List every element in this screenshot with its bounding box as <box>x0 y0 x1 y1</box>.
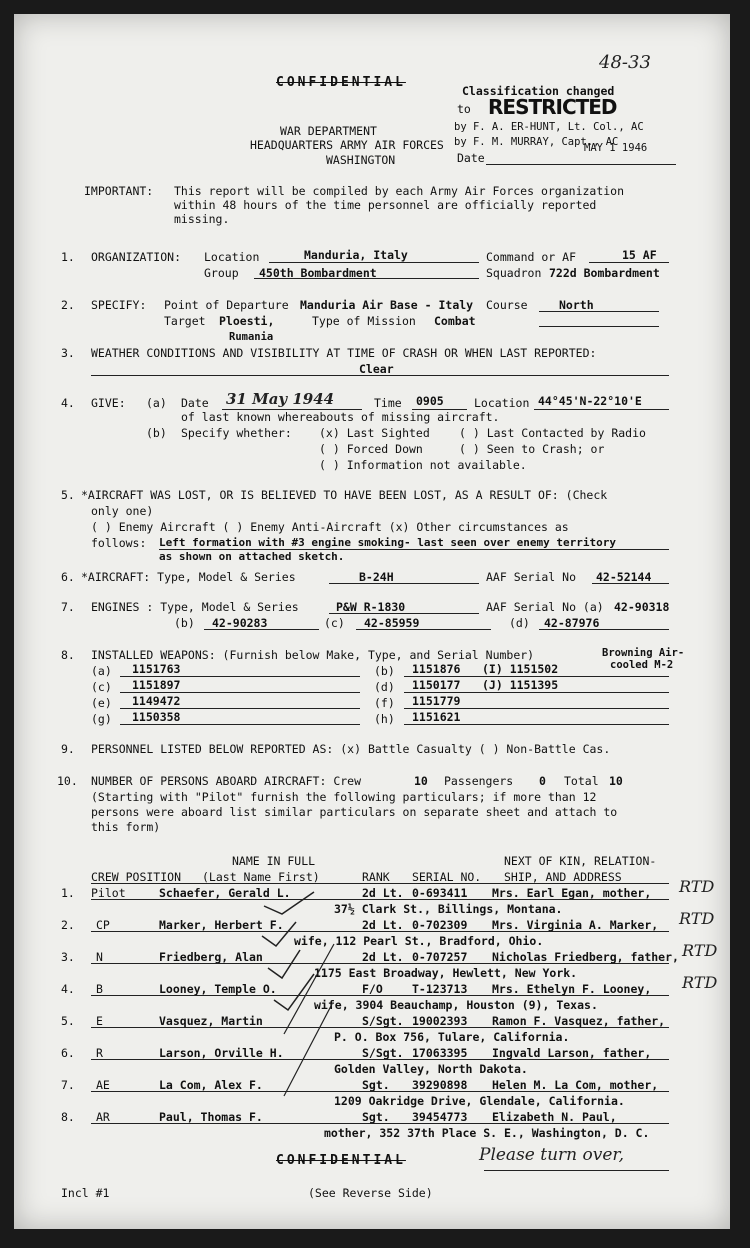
crew-header-rank: RANK <box>362 870 390 884</box>
crew-note: RTD <box>682 941 718 960</box>
crew-number: 3. <box>61 950 75 964</box>
course-label: Course <box>486 298 528 312</box>
location-label-4: Location <box>474 396 530 410</box>
crew-kin: Mrs. Earl Egan, mother, <box>492 886 652 900</box>
option-forced-down: ( ) Forced Down <box>319 442 423 456</box>
date-value-4: 31 May 1944 <box>226 390 335 408</box>
section-num: 10. <box>57 774 78 788</box>
crew-number: 2. <box>61 918 75 932</box>
weapon-label: (g) <box>91 712 112 726</box>
specify-whether: Specify whether: <box>181 426 292 440</box>
crew-address: 1175 East Broadway, Hewlett, New York. <box>314 966 578 980</box>
crew-address: P. O. Box 756, Tulare, California. <box>334 1030 570 1044</box>
crew-address: wife, 112 Pearl St., Bradford, Ohio. <box>294 934 544 948</box>
crew-kin: Ingvald Larson, father, <box>492 1046 652 1060</box>
crew-header-serial: SERIAL NO. <box>412 870 482 884</box>
handwritten-ref: 48-33 <box>599 52 651 73</box>
option-last-sighted: (x) Last Sighted <box>319 426 430 440</box>
weapon-serial-extra: (I) 1151502 <box>482 662 559 676</box>
crew-position: E <box>96 1014 103 1028</box>
crew-name: La Com, Alex F. <box>159 1078 263 1092</box>
confidential-top: CONFIDENTIAL <box>276 75 406 90</box>
report-sheet <box>14 14 730 1229</box>
give-b: (b) <box>146 426 167 440</box>
crew-number: 7. <box>61 1078 75 1092</box>
to-label: to <box>457 102 471 116</box>
weapon-serial: 1149472 <box>132 694 181 708</box>
weapon-label: (c) <box>91 680 112 694</box>
departure-value: Manduria Air Base - Italy <box>300 298 474 312</box>
crew-name: Schaefer, Gerald L. <box>159 886 291 900</box>
persons-note-1: (Starting with "Pilot" furnish the following particulars; if more than 12 <box>91 790 597 804</box>
organization-label: ORGANIZATION: <box>91 250 182 264</box>
section-num: 3. <box>61 346 75 360</box>
persons-note-3: this form) <box>91 820 161 834</box>
weapon-serial: 1150177 <box>412 678 461 692</box>
passengers-label: Passengers <box>444 774 514 788</box>
location-value-4: 44°45'N-22°10'E <box>538 394 642 408</box>
crew-rank: F/O <box>362 982 383 996</box>
section-num: 2. <box>61 298 75 312</box>
crew-address: 1209 Oakridge Drive, Glendale, California. <box>334 1094 625 1108</box>
restricted-stamp: RESTRICTED <box>488 95 617 119</box>
crew-serial: T-123713 <box>412 982 468 996</box>
aircraft-serial-value: 42-52144 <box>596 570 652 584</box>
follows-label: follows: <box>91 536 147 550</box>
crew-position: R <box>96 1046 103 1060</box>
engine-b-label: (b) <box>174 616 195 630</box>
give-label: GIVE: <box>91 396 126 410</box>
weapons-make-2: cooled M-2 <box>610 659 674 671</box>
command-value: 15 AF <box>622 248 657 262</box>
important-text-2: within 48 hours of the time personnel are officially reported <box>174 198 597 212</box>
engine-c-label: (c) <box>324 616 345 630</box>
crew-serial: 17063395 <box>412 1046 468 1060</box>
crew-serial: 0-693411 <box>412 886 468 900</box>
engines-type-value: P&W R-1830 <box>336 600 406 614</box>
crew-position: AR <box>96 1110 110 1124</box>
weather-label: WEATHER CONDITIONS AND VISIBILITY AT TIME OF CRASH OR WHEN LAST REPORTED: <box>91 346 597 360</box>
important-text-1: This report will be compiled by each Army Air Forces organization <box>174 184 625 198</box>
crew-header-name-1: NAME IN FULL <box>232 854 316 868</box>
crew-rank: S/Sgt. <box>362 1046 404 1060</box>
weapons-label: INSTALLED WEAPONS: (Furnish below Make, Type, and Serial Number) <box>91 648 535 662</box>
crew-rank: 2d Lt. <box>362 918 404 932</box>
crew-kin: Helen M. La Com, mother, <box>492 1078 659 1092</box>
group-value: 450th Bombardment <box>259 266 377 280</box>
crew-count: 10 <box>414 774 428 788</box>
crew-number: 1. <box>61 886 75 900</box>
aircraft-lost-label: *AIRCRAFT WAS LOST, OR IS BELIEVED TO HAVE BEEN LOST, AS A RESULT OF: (Check <box>81 488 608 502</box>
by-line-2: by F. M. MURRAY, Capt., AC <box>454 136 619 148</box>
crew-serial: 39454773 <box>412 1110 468 1124</box>
crew-address: Golden Valley, North Dakota. <box>334 1062 528 1076</box>
weapons-make: Browning Air- <box>602 647 685 659</box>
crew-name: Looney, Temple O. <box>159 982 277 996</box>
important-text-3: missing. <box>174 212 230 226</box>
crew-rank: Sgt. <box>362 1078 390 1092</box>
section-num: 1. <box>61 250 75 264</box>
departure-label: Point of Departure <box>164 298 289 312</box>
engine-c-value: 42-85959 <box>364 616 420 630</box>
weapon-label: (f) <box>374 696 395 710</box>
total-label: Total <box>564 774 599 788</box>
aircraft-type-value: B-24H <box>359 570 394 584</box>
crew-address: wife, 3904 Beauchamp, Houston (9), Texas. <box>314 998 598 1012</box>
crew-address: mother, 352 37th Place S. E., Washington, D. C. <box>324 1126 650 1140</box>
crew-serial: 19002393 <box>412 1014 468 1028</box>
engines-label: ENGINES : Type, Model & Series <box>91 600 299 614</box>
crew-position: B <box>96 982 103 996</box>
crew-rank: 2d Lt. <box>362 950 404 964</box>
weapon-label: (d) <box>374 680 395 694</box>
time-label: Time <box>374 396 402 410</box>
crew-position: N <box>96 950 103 964</box>
personnel-status-label: PERSONNEL LISTED BELOW REPORTED AS: (x) Battle Casualty ( ) Non-Battle Cas. <box>91 742 611 756</box>
crew-header-kin-1: NEXT OF KIN, RELATION- <box>504 854 657 868</box>
crew-number: 8. <box>61 1110 75 1124</box>
crew-note: RTD <box>682 973 718 992</box>
section-num: 6. <box>61 570 75 584</box>
crew-name: Larson, Orville H. <box>159 1046 284 1060</box>
dept-line-3: WASHINGTON <box>326 153 396 167</box>
incl-label: Incl #1 <box>61 1186 110 1200</box>
date-label: Date <box>457 151 485 165</box>
date-label-4: Date <box>181 396 209 410</box>
crew-serial: 0-707257 <box>412 950 468 964</box>
aircraft-serial-label: AAF Serial No <box>486 570 577 584</box>
handwritten-turn-over: Please turn over, <box>479 1145 625 1165</box>
aircraft-lost-label-2: only one) <box>91 504 154 518</box>
crew-address: 37½ Clark St., Billings, Montana. <box>334 902 563 916</box>
classification-label: Classification changed <box>462 84 615 98</box>
option-last-contacted: ( ) Last Contacted by Radio <box>459 426 646 440</box>
dept-line-1: WAR DEPARTMENT <box>280 124 377 138</box>
crew-rank: Sgt. <box>362 1110 390 1124</box>
crew-number: 5. <box>61 1014 75 1028</box>
specify-label: SPECIFY: <box>91 298 147 312</box>
circumstance-value-2: as shown on attached sketch. <box>159 550 345 563</box>
option-info-na: ( ) Information not available. <box>319 458 527 472</box>
crew-serial: 39290898 <box>412 1078 468 1092</box>
engine-b-value: 42-90283 <box>212 616 268 630</box>
weapon-serial: 1150358 <box>132 710 181 724</box>
crew-position: AE <box>96 1078 110 1092</box>
engine-d-label: (d) <box>509 616 530 630</box>
crew-serial: 0-702309 <box>412 918 468 932</box>
section-num: 4. <box>61 396 75 410</box>
weapon-label: (a) <box>91 664 112 678</box>
crew-name: Paul, Thomas F. <box>159 1110 263 1124</box>
crew-rank: S/Sgt. <box>362 1014 404 1028</box>
group-label: Group <box>204 266 239 280</box>
important-label: IMPORTANT: <box>84 184 154 198</box>
squadron-label: Squadron <box>486 266 542 280</box>
persons-note-2: persons were aboard list similar particulars on separate sheet and attach to <box>91 805 618 819</box>
weapon-label: (e) <box>91 696 112 710</box>
crew-header-name-2: (Last Name First) <box>202 870 320 884</box>
section-num: 5. <box>61 488 75 502</box>
target-label: Target <box>164 314 206 328</box>
crew-note: RTD <box>679 909 715 928</box>
mission-label: Type of Mission <box>312 314 416 328</box>
course-value: North <box>559 298 594 312</box>
crew-kin: Mrs. Ethelyn F. Looney, <box>492 982 652 996</box>
weapon-serial-extra: (J) 1151395 <box>482 678 559 692</box>
crew-note: RTD <box>679 877 715 896</box>
target-value: Ploesti, <box>219 314 275 328</box>
crew-position: CP <box>96 918 110 932</box>
circumstance-value-1: Left formation with #3 engine smoking- last seen over enemy territory <box>159 536 616 549</box>
crew-number: 6. <box>61 1046 75 1060</box>
engine-a-value: 42-90318 <box>614 600 670 614</box>
time-value: 0905 <box>416 394 444 408</box>
weapon-serial: 1151779 <box>412 694 461 708</box>
weapon-label: (h) <box>374 712 395 726</box>
weapon-serial: 1151763 <box>132 662 181 676</box>
give-a: (a) <box>146 396 167 410</box>
aircraft-lost-options: ( ) Enemy Aircraft ( ) Enemy Anti-Aircraft (x) Other circumstances as <box>91 520 569 534</box>
option-seen-to-crash: ( ) Seen to Crash; or <box>459 442 605 456</box>
crew-kin: Nicholas Friedberg, father, <box>492 950 679 964</box>
weapon-serial: 1151897 <box>132 678 181 692</box>
section-num: 7. <box>61 600 75 614</box>
crew-kin: Elizabeth N. Paul, <box>492 1110 617 1124</box>
section-num: 8. <box>61 648 75 662</box>
total-count: 10 <box>609 774 623 788</box>
weapon-serial: 1151621 <box>412 710 461 724</box>
mission-value: Combat <box>434 314 476 328</box>
crew-name: Marker, Herbert F. <box>159 918 284 932</box>
of-last-known: of last known whereabouts of missing aircraft. <box>181 410 500 424</box>
see-reverse: (See Reverse Side) <box>308 1186 433 1200</box>
location-value: Manduria, Italy <box>304 248 408 262</box>
crew-kin: Mrs. Virginia A. Marker, <box>492 918 659 932</box>
aircraft-type-label: *AIRCRAFT: Type, Model & Series <box>81 570 296 584</box>
command-label: Command or AF <box>486 250 577 264</box>
weather-value: Clear <box>359 362 394 376</box>
engine-d-value: 42-87976 <box>544 616 600 630</box>
location-label: Location <box>204 250 260 264</box>
crew-header-position: CREW POSITION <box>91 870 182 884</box>
weapon-serial: 1151876 <box>412 662 461 676</box>
persons-aboard-label: NUMBER OF PERSONS ABOARD AIRCRAFT: Crew <box>91 774 362 788</box>
crew-name: Vasquez, Martin <box>159 1014 263 1028</box>
target-value-2: Rumania <box>229 331 274 343</box>
date-stamp: MAY 1 1946 <box>584 142 648 154</box>
handwritten-check-marks <box>254 884 374 1124</box>
crew-header-kin-2: SHIP, AND ADDRESS <box>504 870 622 884</box>
engines-serial-label: AAF Serial No (a) <box>486 600 604 614</box>
section-num: 9. <box>61 742 75 756</box>
crew-rank: 2d Lt. <box>362 886 404 900</box>
weapon-label: (b) <box>374 664 395 678</box>
by-line-1: by F. A. ER-HUNT, Lt. Col., AC <box>454 121 644 133</box>
dept-line-2: HEADQUARTERS ARMY AIR FORCES <box>250 138 444 152</box>
crew-name: Friedberg, Alan <box>159 950 263 964</box>
crew-position: Pilot <box>91 886 126 900</box>
passengers-count: 0 <box>539 774 546 788</box>
squadron-value: 722d Bombardment <box>549 266 660 280</box>
crew-kin: Ramon F. Vasquez, father, <box>492 1014 666 1028</box>
confidential-bottom: CONFIDENTIAL <box>276 1153 406 1168</box>
crew-number: 4. <box>61 982 75 996</box>
